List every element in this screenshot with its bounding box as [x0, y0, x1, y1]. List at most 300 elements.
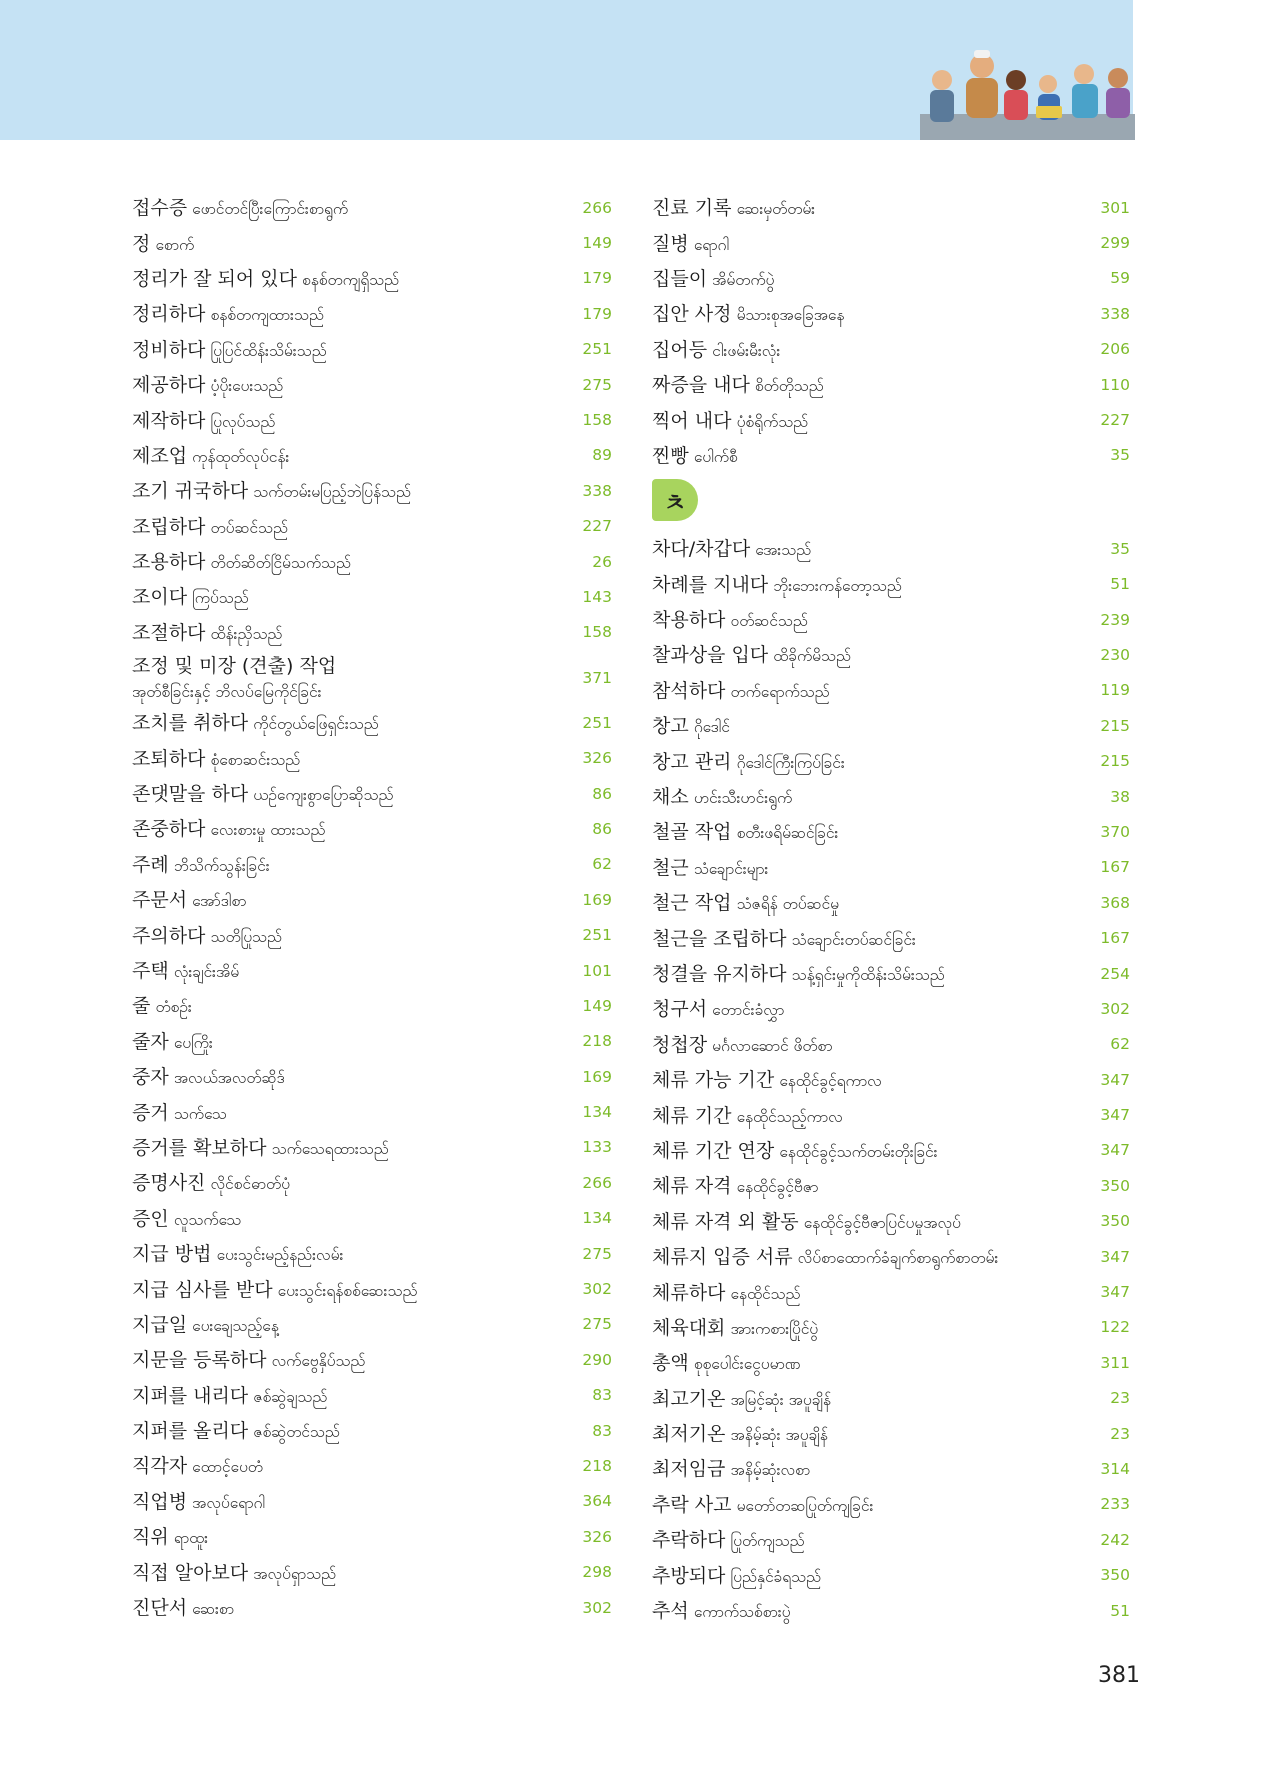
index-entry: [132, 1130, 612, 1165]
myanmar-translation: လေးစားမှု ထားသည်: [210, 821, 326, 840]
index-entry: [132, 1448, 612, 1483]
entry-term: [652, 193, 815, 222]
entry-term: [652, 1278, 801, 1307]
korean-term: 지급일: [132, 1313, 188, 1336]
myanmar-translation: ငါးဖမ်းမီးလုံး: [712, 341, 781, 360]
people-illustration: [920, 44, 1135, 140]
korean-term: 채소: [652, 786, 689, 809]
korean-term: 참석하다: [652, 679, 726, 702]
myanmar-translation: အေးသည်: [755, 541, 812, 560]
index-entry: [652, 885, 1130, 920]
entry-term: [132, 229, 194, 258]
myanmar-translation: စောက်: [155, 235, 195, 254]
section-badge: ㅊ: [652, 479, 698, 521]
page-reference: 350: [1100, 1566, 1130, 1585]
index-entry: [132, 705, 612, 740]
entry-term: [132, 1204, 241, 1233]
page-reference: 227: [1100, 411, 1130, 430]
entry-term: [652, 1242, 998, 1271]
myanmar-translation: နေထိုင်ခွင့်ရကာလ: [779, 1072, 882, 1091]
entry-term: [652, 1136, 938, 1165]
index-entry: [132, 1201, 612, 1236]
index-entry: [132, 988, 612, 1023]
page-reference: 251: [582, 340, 612, 359]
korean-term: 직접 알아보다: [132, 1561, 249, 1584]
myanmar-translation: ရောဂါ: [693, 235, 730, 254]
index-column-right: [652, 190, 1130, 1628]
myanmar-translation: အလုပ်ရှာသည်: [253, 1564, 337, 1583]
korean-term: 진단서: [132, 1597, 188, 1620]
entry-term: [132, 1451, 263, 1480]
myanmar-translation: ထိခိုက်မိသည်: [773, 647, 851, 666]
page-reference: 347: [1100, 1106, 1130, 1125]
myanmar-translation: ထိန်းညှိသည်: [210, 624, 283, 643]
myanmar-translation: လုံးချင်းအိမ်: [173, 963, 240, 981]
entry-term: [652, 1525, 805, 1554]
korean-term: 증거를 확보하다: [132, 1136, 267, 1159]
myanmar-translation: နေထိုင်ခွင့်သက်တမ်းတိုးခြင်း: [779, 1142, 938, 1161]
korean-term: 줄: [132, 995, 151, 1018]
korean-term: 직업병: [132, 1490, 188, 1513]
entry-term: [652, 782, 792, 811]
index-entry: [652, 1451, 1130, 1486]
entry-term: [132, 1027, 213, 1056]
page-reference: 62: [1110, 1035, 1130, 1054]
index-entry: [652, 743, 1130, 778]
index-entry: [132, 1554, 612, 1589]
korean-term: 줄자: [132, 1030, 169, 1053]
korean-term: 정비하다: [132, 338, 206, 361]
korean-term: 착용하다: [652, 609, 726, 632]
korean-term: 조립하다: [132, 515, 206, 538]
index-entry: [652, 814, 1130, 849]
page-reference: 326: [582, 749, 612, 768]
korean-term: 질병: [652, 232, 689, 255]
page-reference: 62: [592, 855, 612, 874]
korean-term: 정리가 잘 되어 있다: [132, 267, 297, 290]
index-entry: [652, 367, 1130, 402]
page-reference: 133: [582, 1138, 612, 1157]
korean-term: 찍어 내다: [652, 409, 732, 432]
entry-term: [652, 924, 916, 953]
page-reference: 149: [582, 234, 612, 253]
korean-term: 접수증: [132, 197, 188, 220]
entry-term: [132, 921, 282, 950]
index-column-left: [132, 190, 612, 1625]
page-reference: 51: [1110, 575, 1130, 594]
korean-term: 창고: [652, 715, 689, 738]
index-entry: [652, 1133, 1130, 1168]
myanmar-translation: ဇစ်ဆွဲတင်သည်: [253, 1423, 340, 1442]
index-entry: [652, 531, 1130, 566]
entry-term: [132, 1558, 336, 1587]
myanmar-translation: မိသားစုအခြေအနေ: [736, 306, 845, 325]
myanmar-translation: ဆေးမှတ်တမ်း: [736, 200, 816, 219]
page-reference: 298: [582, 1563, 612, 1582]
entry-term: [132, 476, 411, 505]
korean-term: 철근: [652, 856, 689, 879]
myanmar-translation: ပေးသွင်းမည့်နည်းလမ်း: [216, 1246, 344, 1265]
page-reference: 158: [582, 411, 612, 430]
index-entry: [132, 544, 612, 579]
entry-term: [652, 817, 838, 846]
entry-term: [652, 676, 830, 705]
korean-term: 지급 심사를 받다: [132, 1278, 273, 1301]
korean-term: 존중하다: [132, 818, 206, 841]
page-reference: 338: [582, 481, 612, 500]
myanmar-translation: မင်္ဂလာဆောင် ဖိတ်စာ: [712, 1036, 833, 1055]
page-reference: 251: [582, 926, 612, 945]
page-reference: 230: [1100, 645, 1130, 664]
myanmar-translation: စနစ်တကျရှိသည်: [302, 270, 400, 289]
index-entry: [652, 402, 1130, 437]
entry-term: [132, 1168, 290, 1197]
korean-term: 청결을 유지하다: [652, 963, 787, 985]
korean-term: 체육대회: [652, 1316, 726, 1339]
index-entry: [132, 776, 612, 811]
entry-term: [652, 299, 844, 328]
entry-term: [652, 640, 851, 669]
index-entry: [132, 1342, 612, 1377]
korean-term: 창고 관리: [652, 750, 732, 773]
korean-term: 주택: [132, 960, 169, 982]
index-entry: [132, 1094, 612, 1129]
entry-term: [132, 1098, 227, 1127]
entry-term: [132, 1133, 389, 1162]
entry-term: [132, 850, 270, 879]
korean-term: 조용하다: [132, 551, 206, 574]
page-reference: 251: [582, 713, 612, 732]
page-reference: 302: [582, 1598, 612, 1617]
korean-term: 증거: [132, 1101, 169, 1124]
myanmar-translation: သံဇရိန် တပ်ဆင်မှု: [736, 895, 839, 914]
page-reference: 179: [582, 269, 612, 288]
entry-term: [132, 651, 336, 705]
korean-term: 추락 사고: [652, 1493, 732, 1516]
entry-term: [132, 779, 393, 808]
index-entry: [132, 296, 612, 331]
index-entry: [652, 1027, 1130, 1062]
page-reference: 350: [1100, 1212, 1130, 1231]
index-entry: [652, 1168, 1130, 1203]
myanmar-translation: ဂိုဒေါင်: [693, 718, 730, 737]
page-reference: 371: [582, 668, 612, 687]
entry-term: [132, 1345, 365, 1374]
index-entry: [132, 811, 612, 846]
index-entry: [652, 1345, 1130, 1380]
korean-term: 체류하다: [652, 1281, 726, 1304]
page-reference: 134: [582, 1209, 612, 1228]
page-reference: 158: [582, 623, 612, 642]
entry-term: [132, 1416, 340, 1445]
index-entry: [132, 1165, 612, 1200]
entry-term: [132, 1522, 208, 1551]
entry-term: [132, 708, 379, 737]
page-reference: 215: [1100, 752, 1130, 771]
index-entry: [132, 225, 612, 260]
korean-term: 직각자: [132, 1455, 188, 1478]
korean-term: 체류 자격: [652, 1175, 732, 1198]
korean-term: 철골 작업: [652, 821, 732, 844]
myanmar-translation: အလယ်အလတ်ဆိုဒ်: [173, 1069, 285, 1088]
index-entry: [652, 673, 1130, 708]
page-reference: 35: [1110, 446, 1130, 465]
entry-term: [652, 441, 738, 470]
index-entry: [652, 438, 1130, 473]
entry-term: [132, 335, 327, 364]
page-reference: 83: [592, 1421, 612, 1440]
myanmar-translation: တံစဉ်း: [155, 998, 192, 1017]
entry-term: [652, 1030, 833, 1059]
index-entry: [132, 473, 612, 508]
korean-term: 조기 귀국하다: [132, 480, 249, 503]
entry-term: [132, 1239, 343, 1268]
page-reference: 179: [582, 304, 612, 323]
index-entry: [652, 225, 1130, 260]
page-reference: 215: [1100, 716, 1130, 735]
page-reference: 347: [1100, 1070, 1130, 1089]
entry-term: [132, 193, 348, 222]
page-reference: 83: [592, 1386, 612, 1405]
index-entry: [652, 1487, 1130, 1522]
korean-term: 청첩장: [652, 1033, 708, 1056]
korean-term: 제공하다: [132, 374, 206, 397]
entry-term: [132, 1593, 234, 1622]
myanmar-translation: လိုင်စင်ဓာတ်ပုံ: [210, 1175, 290, 1194]
index-entry: [652, 1416, 1130, 1451]
korean-term: 추락하다: [652, 1529, 726, 1552]
myanmar-translation: ကိုင်တွယ်ဖြေရှင်းသည်: [253, 715, 379, 734]
entry-term: [132, 1487, 265, 1516]
index-entry: [132, 740, 612, 775]
korean-term: 제작하다: [132, 409, 206, 432]
index-entry: [132, 579, 612, 614]
entry-term: [132, 991, 192, 1020]
myanmar-translation: စုစုပေါင်းငွေပမာဏ: [693, 1355, 801, 1374]
myanmar-translation: စုံစောဆင်းသည်: [210, 750, 301, 769]
korean-term: 진료 기록: [652, 197, 732, 220]
korean-term: 체류지 입증 서류: [652, 1246, 793, 1269]
myanmar-translation: မတော်တဆပြုတ်ကျခြင်း: [736, 1496, 874, 1515]
entry-term: [132, 1275, 417, 1304]
page-reference: 59: [1110, 269, 1130, 288]
index-entry: [132, 402, 612, 437]
korean-term: 체류 기간: [652, 1104, 732, 1127]
index-entry: [132, 1519, 612, 1554]
korean-term: 증인: [132, 1207, 169, 1230]
myanmar-translation: အနိမ့်ဆုံးလစာ: [730, 1461, 811, 1480]
entry-term: [652, 335, 780, 364]
entry-term: [132, 299, 324, 328]
index-entry: [132, 1413, 612, 1448]
myanmar-translation: နေထိုင်သည်: [730, 1284, 801, 1303]
index-entry: [132, 438, 612, 473]
entry-term: [132, 1381, 327, 1410]
index-entry: [652, 637, 1130, 672]
myanmar-translation: ပြုတ်ကျသည်: [730, 1532, 805, 1551]
index-entry: [652, 1557, 1130, 1592]
entry-term: [132, 1062, 285, 1091]
korean-term: 청구서: [652, 998, 708, 1021]
myanmar-translation: အော်ဒါစာ: [192, 892, 247, 911]
myanmar-translation: နေထိုင်ခွင့်ဗီဇာ: [736, 1178, 819, 1197]
korean-term: 집어등: [652, 338, 708, 361]
index-entry: [132, 1236, 612, 1271]
entry-term: [652, 1348, 800, 1377]
index-entry: [132, 1024, 612, 1059]
korean-term: 정리하다: [132, 303, 206, 326]
myanmar-translation: တိတ်ဆိတ်ငြိမ်သက်သည်: [210, 554, 351, 573]
index-entry: [132, 882, 612, 917]
page-number: 381: [1098, 1663, 1140, 1688]
entry-term: [652, 994, 784, 1023]
page-reference: 110: [1100, 375, 1130, 394]
index-entry: [132, 1378, 612, 1413]
korean-term: 조정 및 미장 (견출) 작업: [132, 654, 337, 677]
korean-term: 추석: [652, 1600, 689, 1623]
index-entry: [652, 956, 1130, 991]
page-reference: 350: [1100, 1176, 1130, 1195]
index-entry: [652, 602, 1130, 637]
myanmar-translation: သက်သေ: [173, 1104, 227, 1123]
korean-term: 조이다: [132, 586, 188, 609]
entry-term: [132, 885, 246, 914]
index-entry: [132, 190, 612, 225]
entry-term: [652, 534, 811, 563]
myanmar-translation: နေထိုင်သည့်ကာလ: [736, 1107, 843, 1126]
korean-term: 조퇴하다: [132, 747, 206, 770]
page-reference: 101: [582, 961, 612, 980]
entry-term: [132, 264, 399, 293]
myanmar-translation: ပံ့ပိုးပေးသည်: [210, 377, 284, 396]
page-reference: 23: [1110, 1389, 1130, 1408]
korean-term: 찐빵: [652, 444, 689, 467]
entry-term: [132, 618, 282, 647]
index-entry: [132, 1307, 612, 1342]
myanmar-translation: သက်တမ်းမပြည့်ဘဲပြန်သည်: [253, 483, 411, 502]
page-reference: 206: [1100, 340, 1130, 359]
page-reference: 370: [1100, 822, 1130, 841]
page-reference: 143: [582, 587, 612, 606]
korean-term: 지퍼를 내리다: [132, 1384, 249, 1407]
myanmar-translation: ဇစ်ဆွဲချသည်: [253, 1387, 328, 1406]
myanmar-translation: တောင်းခံလွှာ: [712, 1001, 785, 1020]
korean-term: 정: [132, 232, 151, 255]
myanmar-translation: ကြပ်သည်: [192, 589, 249, 608]
korean-term: 차례를 지내다: [652, 573, 769, 596]
index-entry: [652, 1593, 1130, 1628]
korean-term: 주례: [132, 853, 169, 876]
korean-term: 존댓말을 하다: [132, 783, 249, 806]
page-reference: 86: [592, 784, 612, 803]
myanmar-translation: စတီးဖရိမ်ဆင်ခြင်း: [736, 824, 839, 843]
index-entry: [652, 567, 1130, 602]
page-reference: 119: [1100, 681, 1130, 700]
entry-term: [652, 1454, 810, 1483]
entry-term: [132, 547, 351, 576]
myanmar-translation: ပေးသွင်းရန်စစ်ဆေးသည်: [277, 1281, 418, 1300]
page-reference: 302: [582, 1280, 612, 1299]
myanmar-translation: တပ်ဆင်သည်: [210, 518, 289, 537]
entry-term: [652, 1561, 821, 1590]
page-reference: 218: [582, 1456, 612, 1475]
myanmar-translation: ဖောင်တင်ပြီးကြောင်းစာရွက်: [192, 200, 349, 219]
korean-term: 찰과상을 입다: [652, 644, 769, 667]
entry-term: [132, 582, 249, 611]
myanmar-translation: ပေါက်စီ: [693, 447, 738, 466]
korean-term: 총액: [652, 1352, 689, 1375]
page-reference: 347: [1100, 1247, 1130, 1266]
page-reference: 302: [1100, 999, 1130, 1018]
entry-term: [652, 959, 945, 988]
myanmar-translation: နေထိုင်ခွင့်ဗီဇာပြင်ပမှုအလုပ်: [803, 1213, 961, 1232]
index-entry: [652, 920, 1130, 955]
myanmar-translation: ပေးချေသည့်နေ့: [192, 1316, 279, 1335]
entry-term: [132, 441, 289, 470]
korean-term: 주의하다: [132, 924, 206, 947]
page-reference: 347: [1100, 1141, 1130, 1160]
entry-term: [652, 1490, 873, 1519]
index-entry: [652, 991, 1130, 1026]
page-reference: 149: [582, 996, 612, 1015]
index-entry: [132, 1271, 612, 1306]
myanmar-translation: စနစ်တကျထားသည်: [210, 306, 324, 325]
myanmar-translation: စိတ်တိုသည်: [754, 377, 824, 396]
index-entry: [652, 261, 1130, 296]
korean-term: 조치를 취하다: [132, 712, 249, 735]
page-reference: 239: [1100, 610, 1130, 629]
entry-term: [652, 1384, 831, 1413]
index-entry: [652, 190, 1130, 225]
korean-term: 지문을 등록하다: [132, 1349, 267, 1372]
entry-term: [132, 744, 300, 773]
entry-term: [132, 1310, 279, 1339]
index-entry: [652, 708, 1130, 743]
entry-term: [652, 711, 730, 740]
entry-term: [652, 1101, 843, 1130]
index-entry: [132, 367, 612, 402]
myanmar-translation: ဟင်းသီးဟင်းရွက်: [693, 789, 793, 808]
index-entry: [652, 1381, 1130, 1416]
page-reference: 299: [1100, 234, 1130, 253]
index-entry: [652, 296, 1130, 331]
page-reference: 301: [1100, 198, 1130, 217]
index-entry: [132, 261, 612, 296]
page-reference: 326: [582, 1527, 612, 1546]
page-reference: 254: [1100, 964, 1130, 983]
page-reference: 227: [582, 517, 612, 536]
myanmar-translation: ပြုလုပ်သည်: [210, 412, 276, 431]
index-entry: [132, 332, 612, 367]
myanmar-translation: ဆေးစာ: [192, 1600, 234, 1619]
myanmar-translation: ရာထူး: [173, 1529, 209, 1548]
index-entry: [132, 1484, 612, 1519]
myanmar-translation: တက်ရောက်သည်: [730, 682, 830, 701]
myanmar-translation: ယဉ်ကျေးစွာပြောဆိုသည်: [253, 786, 394, 805]
index-entry: [652, 779, 1130, 814]
entry-term: [652, 1171, 818, 1200]
myanmar-translation: ဘိုးဘေးကန်တော့သည်: [773, 576, 902, 595]
entry-term: [132, 370, 283, 399]
myanmar-translation: အနိမ့်ဆုံး အပူချိန်: [730, 1426, 828, 1445]
korean-term: 철근 작업: [652, 892, 732, 915]
entry-term: [652, 747, 845, 776]
index-entry: [652, 1310, 1130, 1345]
myanmar-translation: သတိပြုသည်: [210, 927, 283, 946]
page-reference: 218: [582, 1032, 612, 1051]
page-reference: 122: [1100, 1318, 1130, 1337]
myanmar-translation: လိပ်စာထောက်ခံချက်စာရွက်စာတမ်း: [797, 1249, 999, 1268]
